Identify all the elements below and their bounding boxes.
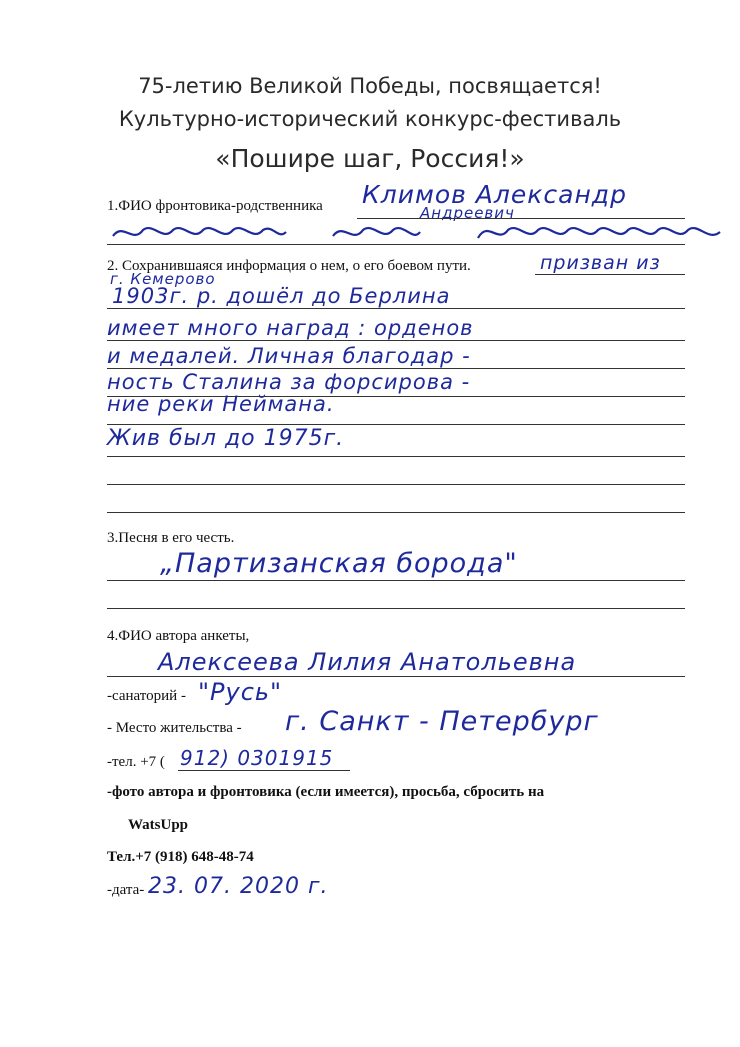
q1-line-2	[107, 244, 685, 245]
q2-line-6	[107, 456, 685, 457]
q3-answer: „Партизанская борода"	[160, 548, 518, 579]
q2-answer-line-1: г. Кемерово	[110, 270, 216, 288]
phone-line	[178, 770, 350, 771]
q2-line-5	[107, 424, 685, 425]
q4-answer: Алексеева Лилия Анатольевна	[158, 648, 577, 676]
date-label: -дата-	[107, 882, 145, 898]
q2-line-8	[107, 512, 685, 513]
q2-answer-line-4: и медалей. Личная благодар -	[107, 344, 471, 368]
q2-line-7	[107, 484, 685, 485]
q2-answer-line-6: ние реки Неймана.	[107, 392, 335, 416]
q2-answer-line-5: ность Сталина за форсирова -	[107, 370, 471, 394]
q4-label: 4.ФИО автора анкеты,	[107, 628, 250, 644]
q1-answer-patronymic: Андреевич	[420, 204, 515, 222]
q2-line-2	[107, 340, 685, 341]
date-value: 23. 07. 2020 г.	[148, 874, 329, 899]
sanatorium-value: "Русь"	[198, 678, 283, 706]
sanatorium-label: -санаторий -	[107, 688, 186, 704]
q2-answer-line-0: призван из	[540, 252, 661, 274]
residence-value: г. Санкт - Петербург	[285, 706, 599, 737]
q2-answer-line-3: имеет много наград : орденов	[107, 316, 474, 340]
q2-label: 2. Сохранившаяся информация о нем, о его боевом пути.	[107, 258, 471, 274]
messenger-name: WatsUpp	[128, 817, 189, 833]
photo-note: -фото автора и фронтовика (если имеется), просьба, сбросить на	[107, 784, 545, 800]
q1-answer-name: Климов Александр	[362, 180, 627, 209]
q2-line-0	[535, 274, 685, 275]
q2-line-1	[107, 308, 685, 309]
header-line-2: Культурно-исторический конкурс-фестиваль	[118, 107, 622, 131]
q3-line-2	[107, 608, 685, 609]
q2-line-3	[107, 368, 685, 369]
phone-value: 912) 0301915	[180, 746, 334, 770]
q2-answer-line-7: Жив был до 1975г.	[107, 426, 345, 451]
q3-line-1	[107, 580, 685, 581]
header-title: «Пошире шаг, Россия!»	[215, 144, 525, 173]
q2-answer-line-2: 1903г. р. дошёл до Берлина	[112, 284, 451, 308]
q1-label: 1.ФИО фронтовика-родственника	[107, 198, 323, 214]
contact-phone: Тел.+7 (918) 648-48-74	[107, 849, 254, 865]
phone-label: -тел. +7 (	[107, 754, 165, 770]
q3-label: 3.Песня в его честь.	[107, 530, 235, 546]
residence-label: - Место жительства -	[107, 720, 242, 736]
header-line-1: 75-летию Великой Победы, посвящается!	[138, 74, 602, 98]
q4-line	[107, 676, 685, 677]
